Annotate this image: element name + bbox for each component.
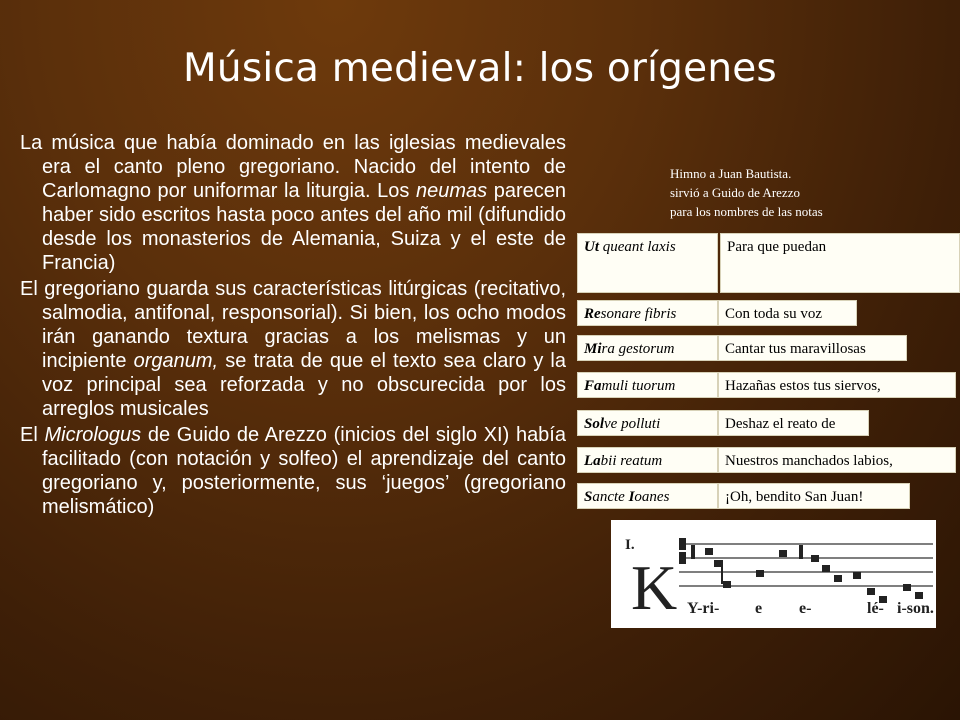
hymn-row-la xyxy=(577,447,956,473)
lyric-syllable: e- xyxy=(799,600,812,617)
hymn-latin-syllable: Ut xyxy=(584,239,599,255)
paragraph-1-text-b: parecen haber sido escritos hasta poco antes del año mil (difundido desde los monasterios de Alemania, Suiza y el este de Francia) xyxy=(42,180,566,274)
neume-note xyxy=(705,548,713,555)
clef-mark xyxy=(679,552,686,564)
hymn-row-sol xyxy=(577,410,869,436)
paragraph-3-text-a: El xyxy=(20,424,45,446)
flat-sign xyxy=(799,545,803,559)
neume-note xyxy=(779,550,787,557)
hymn-latin xyxy=(577,233,718,293)
neume-note xyxy=(756,570,764,577)
hymn-row-mi xyxy=(577,335,907,361)
hymn-latin xyxy=(577,372,718,398)
hymn-latin-rest: bii reatum xyxy=(600,453,663,469)
clef-mark xyxy=(679,538,686,550)
neume-note xyxy=(822,565,830,572)
hymn-row-re xyxy=(577,300,857,326)
hymn-latin-rest: ancte xyxy=(592,489,629,505)
hymn-latin xyxy=(577,300,718,326)
lyric-syllable: i-son. xyxy=(897,600,934,617)
caption-line-2: sirvió a Guido de Arezzo xyxy=(670,185,800,200)
gregorian-notation-image xyxy=(611,520,936,628)
hymn-latin-syllable: La xyxy=(584,453,601,469)
hymn-spanish: Para que puedan xyxy=(720,233,960,293)
hymn-latin-rest: ve polluti xyxy=(604,416,661,432)
paragraph-1-emphasis: neumas xyxy=(416,180,488,202)
hymn-spanish: Con toda su voz xyxy=(718,300,857,326)
hymn-row-fa xyxy=(577,372,956,398)
lyric-syllable: Y-ri- xyxy=(687,600,720,617)
hymn-latin-rest-2: oanes xyxy=(634,489,670,505)
hymn-spanish: ¡Oh, bendito San Juan! xyxy=(718,483,910,509)
neume-note xyxy=(834,575,842,582)
body-text xyxy=(20,131,566,521)
lyric-syllable: e xyxy=(755,600,763,617)
hymn-latin xyxy=(577,335,718,361)
hymn-spanish: Cantar tus maravillosas xyxy=(718,335,907,361)
paragraph-3-emphasis: Micrologus xyxy=(44,424,142,446)
slide-title: Música medieval: los orígenes xyxy=(183,46,777,91)
paragraph-2-text-b: se trata de que el texto sea claro y la voz principal sea reforzada y no obscurecida por los arreglos musicales xyxy=(42,350,566,420)
hymn-latin xyxy=(577,410,718,436)
hymn-latin-syllable: Mi xyxy=(584,341,602,357)
hymn-latin-rest: sonare fibris xyxy=(600,306,677,322)
hymn-latin xyxy=(577,447,718,473)
hymn-row-ut xyxy=(577,233,960,259)
neume-note xyxy=(714,560,722,567)
notation-lyrics xyxy=(687,600,936,620)
notation-initial: K xyxy=(631,552,678,623)
paragraph-1 xyxy=(20,131,566,275)
neume-note xyxy=(723,581,731,588)
paragraph-3 xyxy=(20,423,566,519)
lyric-syllable: lé- xyxy=(867,600,884,617)
notation-number: I. xyxy=(625,537,635,553)
paragraph-2-emphasis: organum, xyxy=(133,350,219,372)
caption-line-3: para los nombres de las notas xyxy=(670,204,823,219)
paragraph-2-text-a: El gregoriano guarda sus características litúrgicas (recitativo, salmodia, antifonal, responsorial). Si bien, los ocho modos irán ganando textura gracias a los melismas y un incipiente xyxy=(20,278,566,372)
hymn-latin-syllable: Fa xyxy=(584,378,602,394)
hymn-latin-rest: ra gestorum xyxy=(601,341,675,357)
paragraph-1-text-a: La música que había dominado en las iglesias medievales era el canto pleno gregoriano. Nacido del intento de Carlomagno por uniformar la liturgia. Los xyxy=(20,132,566,202)
hymn-latin-syllable: Sol xyxy=(584,416,605,432)
hymn-spanish: Nuestros manchados labios, xyxy=(718,447,956,473)
caption-line-1: Himno a Juan Bautista. xyxy=(670,166,792,181)
hymn-caption xyxy=(670,164,890,221)
neume-note xyxy=(867,588,875,595)
neume-stem xyxy=(721,560,723,584)
paragraph-2 xyxy=(20,277,566,421)
neume-note xyxy=(811,555,819,562)
hymn-latin-rest: muli tuorum xyxy=(601,378,676,394)
hymn-spanish: Deshaz el reato de xyxy=(718,410,869,436)
hymn-latin xyxy=(577,483,718,509)
flat-sign xyxy=(691,545,695,559)
neume-note xyxy=(903,584,911,591)
neume-note xyxy=(853,572,861,579)
neume-note xyxy=(915,592,923,599)
hymn-latin-syllable-2: I xyxy=(628,489,635,505)
hymn-spanish: Hazañas estos tus siervos, xyxy=(718,372,956,398)
paragraph-3-text-b: de Guido de Arezzo (inicios del siglo XI) había facilitado (con notación y solfeo) el aprendizaje del canto gregoriano y, posteriormente, sus ‘juegos’ (gregoriano melismático) xyxy=(42,424,566,518)
hymn-latin-rest: queant laxis xyxy=(599,239,676,255)
hymn-latin-syllable: Re xyxy=(584,306,601,322)
hymn-latin-syllable: S xyxy=(584,489,593,505)
hymn-row-si xyxy=(577,483,910,509)
